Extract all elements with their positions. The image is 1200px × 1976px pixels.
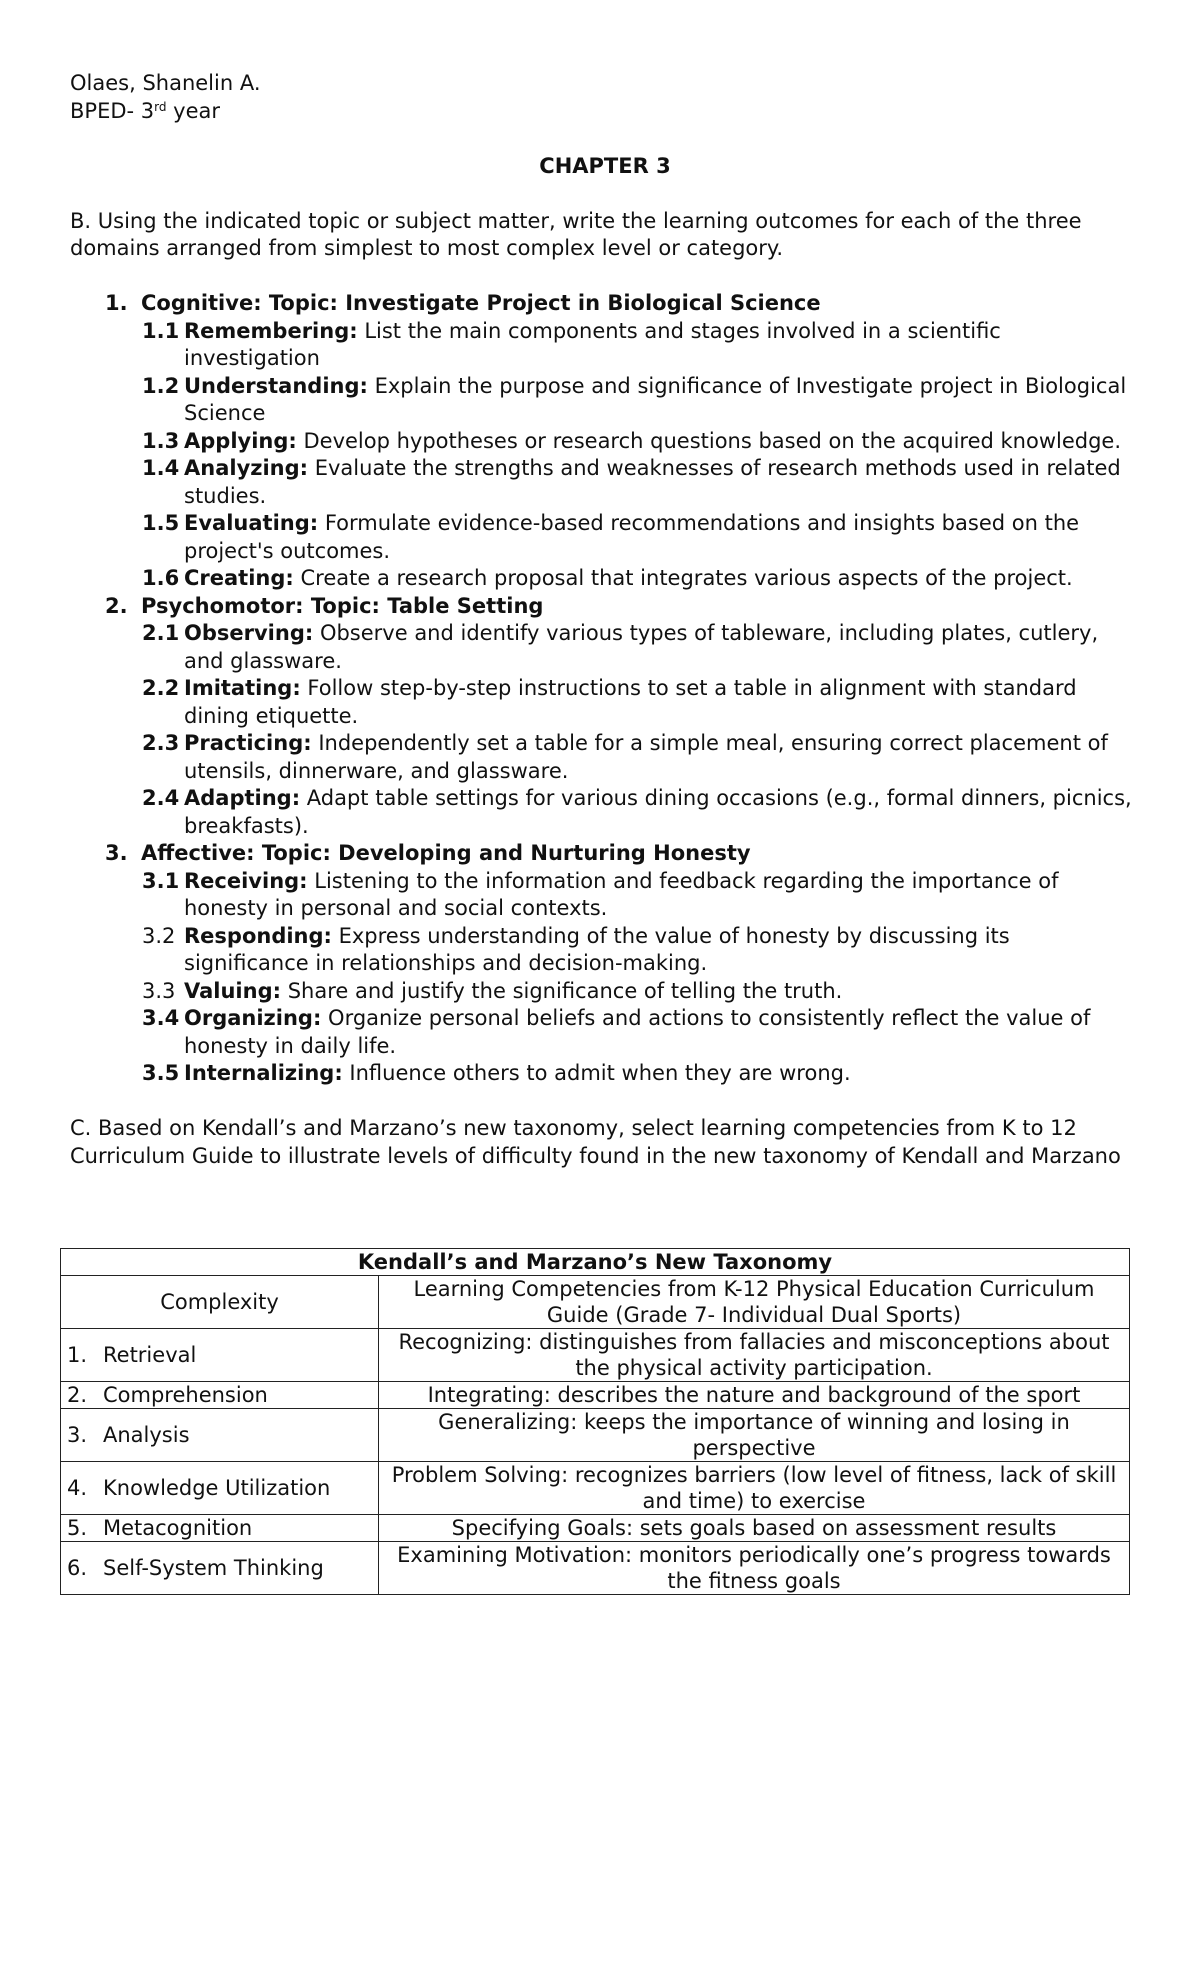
outcome-item: 1.2 Understanding: Explain the purpose and significance of Investigate project in Biological Science xyxy=(142,373,1127,425)
course-prefix: BPED- 3 xyxy=(70,98,155,123)
competency-cell: Recognizing: distinguishes from fallacies and misconceptions about the physical activity participation. xyxy=(379,1329,1130,1382)
domain-heading: 1. Cognitive: Topic: Investigate Project in Biological Science xyxy=(105,291,821,315)
level-name: Comprehension xyxy=(103,1383,268,1407)
competency-cell: Specifying Goals: sets goals based on assessment results xyxy=(379,1515,1130,1542)
outcome-item: 1.4 Analyzing: Evaluate the strengths and weaknesses of research methods used in related studies. xyxy=(142,456,1121,508)
chapter-title: CHAPTER 3 xyxy=(539,153,671,178)
table-title: Kendall’s and Marzano’s New Taxonomy xyxy=(61,1249,1130,1276)
level-name: Self-System Thinking xyxy=(103,1556,324,1580)
column-header-complexity: Complexity xyxy=(61,1276,379,1329)
level-number: 4. xyxy=(67,1476,88,1500)
outcome-item: 1.3 Applying: Develop hypotheses or research questions based on the acquired knowledge. xyxy=(142,428,1122,453)
student-name: Olaes, Shanelin A. xyxy=(70,71,261,95)
section-c-instructions: C. Based on Kendall’s and Marzano’s new taxonomy, select learning competencies from K to 12 Curriculum Guide to illustrate levels of difficulty found in the new taxonomy of Kendall and Marzano xyxy=(70,1116,1121,1168)
level-name: Retrieval xyxy=(103,1343,197,1367)
competency-cell: Integrating: describes the nature and background of the sport xyxy=(379,1382,1130,1409)
outcome-item: 3.4 Organizing: Organize personal beliefs and actions to consistently reflect the value of honesty in daily life. xyxy=(142,1006,1091,1058)
level-number: 2. xyxy=(67,1383,88,1407)
table-row xyxy=(61,1409,1130,1462)
outcome-item: 2.1 Observing: Observe and identify various types of tableware, including plates, cutlery, and glassware. xyxy=(142,621,1099,673)
outcome-item: 2.4 Adapting: Adapt table settings for various dining occasions (e.g., formal dinners, picnics, breakfasts). xyxy=(142,786,1132,838)
level-name: Analysis xyxy=(103,1423,190,1447)
domain-heading: 3. Affective: Topic: Developing and Nurturing Honesty xyxy=(105,841,751,865)
level-name: Knowledge Utilization xyxy=(103,1476,331,1500)
outcome-item: 1.1 Remembering: List the main components and stages involved in a scientific investigation xyxy=(142,318,1001,370)
level-name: Metacognition xyxy=(103,1516,253,1540)
taxonomy-table xyxy=(60,1248,1130,1595)
course-year xyxy=(70,98,1140,126)
outcome-item: 1.5 Evaluating: Formulate evidence-based recommendations and insights based on the project's outcomes. xyxy=(142,511,1080,563)
competency-cell: Problem Solving: recognizes barriers (low level of fitness, lack of skill and time) to exercise xyxy=(379,1462,1130,1515)
outcome-item: 2.3 Practicing: Independently set a table for a simple meal, ensuring correct placement of utensils, dinnerware, and glassware. xyxy=(142,731,1108,783)
table-row xyxy=(61,1515,1130,1542)
outcome-item: 3.3 Valuing: Share and justify the significance of telling the truth. xyxy=(142,978,843,1003)
domain-heading: 2. Psychomotor: Topic: Table Setting xyxy=(105,593,544,618)
table-row xyxy=(61,1462,1130,1515)
section-b-instructions: B. Using the indicated topic or subject matter, write the learning outcomes for each of the three domains arranged from simplest to most complex level or category. xyxy=(70,208,1082,260)
table-row xyxy=(61,1329,1130,1382)
outcome-item: 3.2 Responding: Express understanding of the value of honesty by discussing its significance in relationships and decision-making. xyxy=(142,923,1010,975)
level-number: 5. xyxy=(67,1516,88,1540)
level-number: 3. xyxy=(67,1423,88,1447)
document-page xyxy=(70,70,1140,1170)
outcome-item: 3.5 Internalizing: Influence others to admit when they are wrong. xyxy=(142,1061,851,1085)
table-row xyxy=(61,1542,1130,1595)
course-suffix: year xyxy=(166,98,220,123)
level-number: 1. xyxy=(67,1343,88,1367)
competency-cell: Examining Motivation: monitors periodically one’s progress towards the fitness goals xyxy=(379,1542,1130,1595)
outcome-item: 2.2 Imitating: Follow step-by-step instructions to set a table in alignment with standard dining etiquette. xyxy=(142,676,1077,728)
column-header-competencies: Learning Competencies from K-12 Physical Education Curriculum Guide (Grade 7- Individual Dual Sports) xyxy=(379,1276,1130,1329)
outcome-item: 3.1 Receiving: Listening to the information and feedback regarding the importance of honesty in personal and social contexts. xyxy=(142,868,1059,920)
competency-cell: Generalizing: keeps the importance of winning and losing in perspective xyxy=(379,1409,1130,1462)
level-number: 6. xyxy=(67,1556,88,1580)
table-header-row xyxy=(61,1276,1130,1329)
course-ordinal: rd xyxy=(154,99,167,114)
outcome-item: 1.6 Creating: Create a research proposal that integrates various aspects of the project. xyxy=(142,566,1073,590)
table-row xyxy=(61,1382,1130,1409)
